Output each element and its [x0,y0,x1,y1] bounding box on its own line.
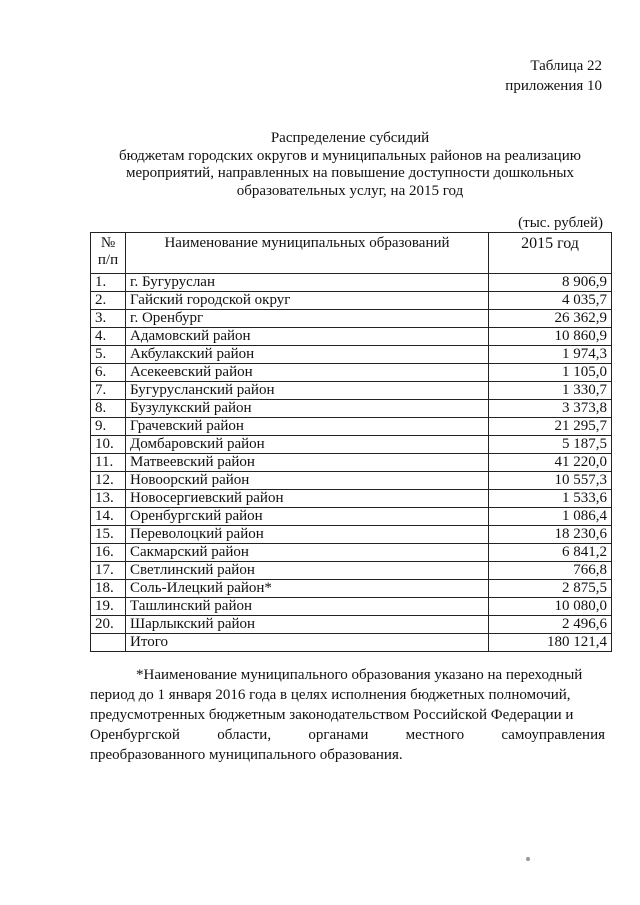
title-line-2: бюджетам городских округов и муниципальных районов на реализацию [119,147,581,164]
row-num: 19. [91,598,126,616]
row-name: Грачевский район [126,418,489,436]
row-name: Домбаровский район [126,436,489,454]
row-num: 5. [91,346,126,364]
document-title [80,130,620,200]
table-row [91,490,612,508]
table-row [91,454,612,472]
row-value: 766,8 [489,562,612,580]
row-value: 1 086,4 [489,508,612,526]
row-name: Акбулакский район [126,346,489,364]
row-value: 10 557,3 [489,472,612,490]
row-name: Соль-Илецкий район* [126,580,489,598]
row-name: Новосергиевский район [126,490,489,508]
table-header-row [91,233,612,274]
footnote [90,665,605,765]
total-value: 180 121,4 [489,634,612,652]
row-num: 20. [91,616,126,634]
row-value: 2 496,6 [489,616,612,634]
title-line-3: мероприятий, направленных на повышение доступности дошкольных [126,165,574,181]
table-row [91,508,612,526]
row-name: г. Бугуруслан [126,274,489,292]
total-num-cell [91,634,126,652]
row-value: 41 220,0 [489,454,612,472]
table-number: Таблица 22 [530,58,602,74]
table-row [91,562,612,580]
appendix-number: приложения 10 [505,78,602,94]
table-row [91,616,612,634]
row-value: 1 330,7 [489,382,612,400]
row-name: Адамовский район [126,328,489,346]
table-row [91,526,612,544]
row-value: 8 906,9 [489,274,612,292]
table-caption [505,56,602,96]
row-value: 10 080,0 [489,598,612,616]
title-line-4: образовательных услуг, на 2015 год [236,182,464,199]
header-year: 2015 год [489,233,612,274]
table-row [91,364,612,382]
table-row [91,436,612,454]
row-name: Гайский городской округ [126,292,489,310]
row-num: 11. [91,454,126,472]
row-num: 6. [91,364,126,382]
subsidy-table [90,232,612,652]
row-value: 1 105,0 [489,364,612,382]
table-row [91,310,612,328]
title-line-1: Распределение субсидий [270,130,430,146]
row-value: 21 295,7 [489,418,612,436]
row-value: 3 373,8 [489,400,612,418]
row-value: 26 362,9 [489,310,612,328]
row-num: 7. [91,382,126,400]
table-row [91,418,612,436]
row-name: Бузулукский район [126,400,489,418]
row-name: Ташлинский район [126,598,489,616]
row-num: 15. [91,526,126,544]
row-num: 13. [91,490,126,508]
table-row [91,544,612,562]
footnote-line-2: период до 1 января 2016 года в целях исполнения бюджетных полномочий, [90,687,571,703]
footnote-line-4: Оренбургской области, органами местного самоуправления [90,727,605,743]
table-row [91,400,612,418]
units-label: (тыс. рублей) [518,215,603,231]
row-name: Сакмарский район [126,544,489,562]
total-label: Итого [126,634,489,652]
row-num: 1. [91,274,126,292]
table-row [91,274,612,292]
row-value: 4 035,7 [489,292,612,310]
row-num: 14. [91,508,126,526]
footnote-line-1: *Наименование муниципального образования указано на переходный [136,667,583,683]
row-value: 6 841,2 [489,544,612,562]
row-value: 5 187,5 [489,436,612,454]
row-num: 9. [91,418,126,436]
table-row [91,472,612,490]
row-num: 12. [91,472,126,490]
row-value: 10 860,9 [489,328,612,346]
total-row [91,634,612,652]
row-name: Бугурусланский район [126,382,489,400]
header-name: Наименование муниципальных образований [126,233,489,274]
footnote-line-3: предусмотренных бюджетным законодательством Российской Федерации и [90,707,574,723]
row-num: 2. [91,292,126,310]
row-value: 1 974,3 [489,346,612,364]
row-name: Матвеевский район [126,454,489,472]
row-value: 1 533,6 [489,490,612,508]
row-name: Асекеевский район [126,364,489,382]
row-num: 8. [91,400,126,418]
row-num: 4. [91,328,126,346]
row-num: 16. [91,544,126,562]
row-name: Новоорский район [126,472,489,490]
row-num: 10. [91,436,126,454]
row-name: Светлинский район [126,562,489,580]
scan-speck [526,857,530,861]
table-row [91,598,612,616]
row-num: 17. [91,562,126,580]
table-row [91,580,612,598]
row-name: Переволоцкий район [126,526,489,544]
row-num: 18. [91,580,126,598]
table-row [91,292,612,310]
row-name: Оренбургский район [126,508,489,526]
row-name: Шарлыкский район [126,616,489,634]
header-num: № п/п [91,233,126,274]
row-value: 2 875,5 [489,580,612,598]
table-row [91,382,612,400]
table-row [91,346,612,364]
row-value: 18 230,6 [489,526,612,544]
row-num: 3. [91,310,126,328]
table-row [91,328,612,346]
footnote-line-5: преобразованного муниципального образования. [90,747,403,763]
row-name: г. Оренбург [126,310,489,328]
